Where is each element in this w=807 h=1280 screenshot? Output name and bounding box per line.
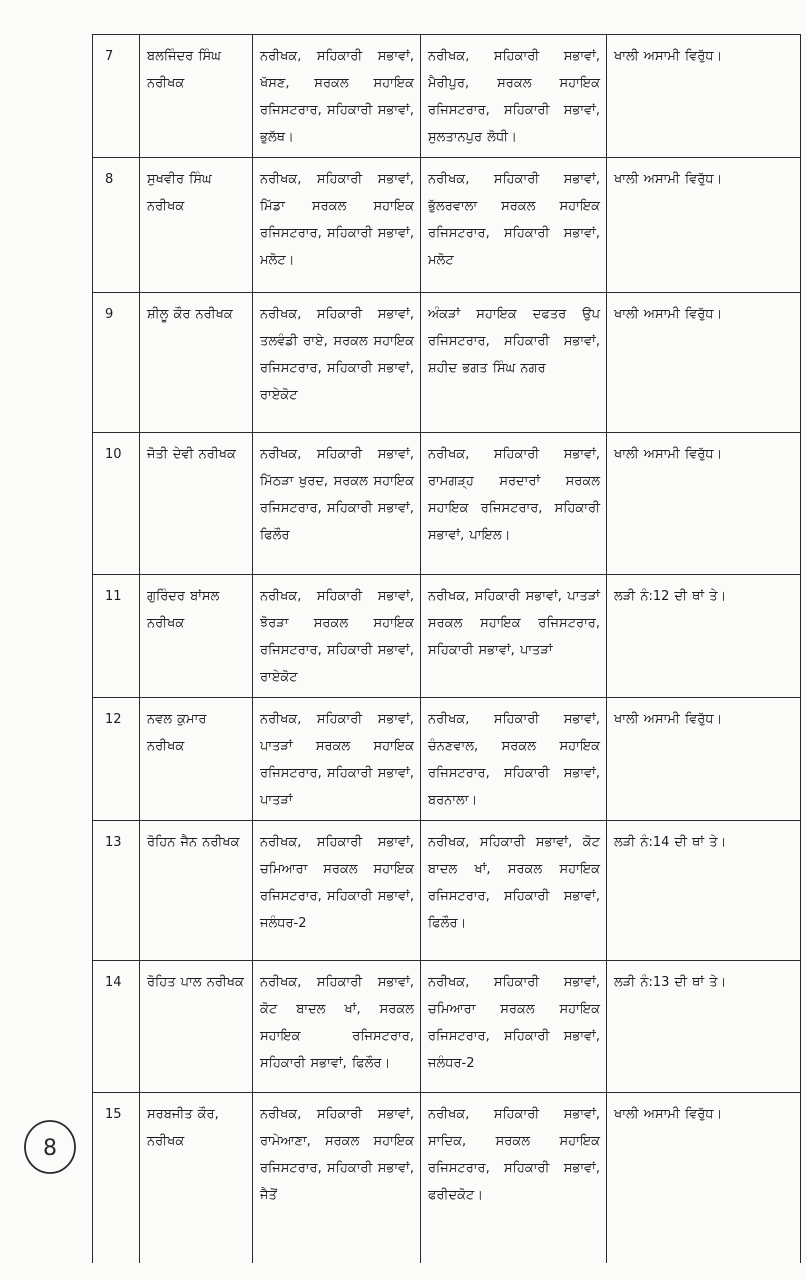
current-posting-cell: ਨਰੀਖਕ, ਸਹਿਕਾਰੀ ਸਭਾਵਾਂ, ਪਾਤੜਾਂ ਸਰਕਲ ਸਹਾਇਕ ਰਜਿਸਟਰਾਰ, ਸਹਿਕਾਰੀ ਸਭਾਵਾਂ, ਪਾਤੜਾਂ	[253, 698, 421, 821]
new-posting-cell: ਨਰੀਖਕ, ਸਹਿਕਾਰੀ ਸਭਾਵਾਂ, ਸਾਦਿਕ, ਸਰਕਲ ਸਹਾਇਕ ਰਜਿਸਟਰਾਰ, ਸਹਿਕਾਰੀ ਸਭਾਵਾਂ, ਫਰੀਦਕੋਟ।	[421, 1093, 607, 1263]
table-row	[93, 698, 801, 821]
new-posting-cell: ਨਰੀਖਕ, ਸਹਿਕਾਰੀ ਸਭਾਵਾਂ, ਰਾਮਗੜ੍ਹ ਸਰਦਾਰਾਂ ਸਰਕਲ ਸਹਾਇਕ ਰਜਿਸਟਰਾਰ, ਸਹਿਕਾਰੀ ਸਭਾਵਾਂ, ਪਾਇਲ।	[421, 433, 607, 575]
serial-number-cell: 14	[93, 961, 140, 1093]
current-posting-cell: ਨਰੀਖਕ, ਸਹਿਕਾਰੀ ਸਭਾਵਾਂ, ਮਿੱਠੜਾ ਖੁਰਦ, ਸਰਕਲ ਸਹਾਇਕ ਰਜਿਸਟਰਾਰ, ਸਹਿਕਾਰੀ ਸਭਾਵਾਂ, ਫਿਲੌਰ	[253, 433, 421, 575]
current-posting-cell: ਨਰੀਖਕ, ਸਹਿਕਾਰੀ ਸਭਾਵਾਂ, ਰਾਮੇਆਣਾ, ਸਰਕਲ ਸਹਾਇਕ ਰਜਿਸਟਰਾਰ, ਸਹਿਕਾਰੀ ਸਭਾਵਾਂ, ਜੈਤੋਂ	[253, 1093, 421, 1263]
page-number-mark	[22, 1118, 78, 1176]
employee-name-cell: ਰੋਹਿਤ ਪਾਲ ਨਰੀਖਕ	[140, 961, 253, 1093]
employee-name-cell: ਸ਼ੀਲੂ ਕੌਰ ਨਰੀਖਕ	[140, 293, 253, 433]
table-row	[93, 1093, 801, 1263]
employee-name-cell: ਬਲਜਿੰਦਰ ਸਿੰਘ ਨਰੀਖਕ	[140, 35, 253, 158]
serial-number-cell: 7	[93, 35, 140, 158]
current-posting-cell: ਨਰੀਖਕ, ਸਹਿਕਾਰੀ ਸਭਾਵਾਂ, ਝੋਰੜਾ ਸਰਕਲ ਸਹਾਇਕ ਰਜਿਸਟਰਾਰ, ਸਹਿਕਾਰੀ ਸਭਾਵਾਂ, ਰਾਏਕੋਟ	[253, 575, 421, 698]
employee-name-cell: ਜੋਤੀ ਦੇਵੀ ਨਰੀਖਕ	[140, 433, 253, 575]
remarks-cell: ਖਾਲੀ ਅਸਾਮੀ ਵਿਰੁੱਧ।	[607, 293, 801, 433]
table-row	[93, 821, 801, 961]
serial-number-cell: 12	[93, 698, 140, 821]
new-posting-cell: ਨਰੀਖਕ, ਸਹਿਕਾਰੀ ਸਭਾਵਾਂ, ਮੈਰੀਪੁਰ, ਸਰਕਲ ਸਹਾਇਕ ਰਜਿਸਟਰਾਰ, ਸਹਿਕਾਰੀ ਸਭਾਵਾਂ, ਸੁਲਤਾਨਪੁਰ ਲੋਧੀ।	[421, 35, 607, 158]
table-row	[93, 433, 801, 575]
new-posting-cell: ਨਰੀਖਕ, ਸਹਿਕਾਰੀ ਸਭਾਵਾਂ, ਭੁੱਲਰਵਾਲਾ ਸਰਕਲ ਸਹਾਇਕ ਰਜਿਸਟਰਾਰ, ਸਹਿਕਾਰੀ ਸਭਾਵਾਂ, ਮਲੋਟ	[421, 158, 607, 293]
remarks-cell: ਖਾਲੀ ਅਸਾਮੀ ਵਿਰੁੱਧ।	[607, 158, 801, 293]
page-number-text: 8	[43, 1136, 57, 1161]
serial-number-cell: 8	[93, 158, 140, 293]
table-row	[93, 35, 801, 158]
employee-name-cell: ਰੋਹਿਨ ਜੈਨ ਨਰੀਖਕ	[140, 821, 253, 961]
current-posting-cell: ਨਰੀਖਕ, ਸਹਿਕਾਰੀ ਸਭਾਵਾਂ, ਖੱਸਣ, ਸਰਕਲ ਸਹਾਇਕ ਰਜਿਸਟਰਾਰ, ਸਹਿਕਾਰੀ ਸਭਾਵਾਂ, ਭੁਲੱਥ।	[253, 35, 421, 158]
table-row	[93, 158, 801, 293]
serial-number-cell: 15	[93, 1093, 140, 1263]
current-posting-cell: ਨਰੀਖਕ, ਸਹਿਕਾਰੀ ਸਭਾਵਾਂ, ਚਮਿਆਰਾ ਸਰਕਲ ਸਹਾਇਕ ਰਜਿਸਟਰਾਰ, ਸਹਿਕਾਰੀ ਸਭਾਵਾਂ, ਜਲੰਧਰ-2	[253, 821, 421, 961]
remarks-cell: ਲੜੀ ਨੰ:13 ਦੀ ਥਾਂ ਤੇ।	[607, 961, 801, 1093]
current-posting-cell: ਨਰੀਖਕ, ਸਹਿਕਾਰੀ ਸਭਾਵਾਂ, ਮਿੱਡਾ ਸਰਕਲ ਸਹਾਇਕ ਰਜਿਸਟਰਾਰ, ਸਹਿਕਾਰੀ ਸਭਾਵਾਂ, ਮਲੋਟ।	[253, 158, 421, 293]
serial-number-cell: 10	[93, 433, 140, 575]
serial-number-cell: 11	[93, 575, 140, 698]
employee-name-cell: ਗੁਰਿੰਦਰ ਬਾਂਸਲ ਨਰੀਖਕ	[140, 575, 253, 698]
remarks-cell: ਲੜੀ ਨੰ:12 ਦੀ ਥਾਂ ਤੇ।	[607, 575, 801, 698]
new-posting-cell: ਨਰੀਖਕ, ਸਹਿਕਾਰੀ ਸਭਾਵਾਂ, ਪਾਤੜਾਂ ਸਰਕਲ ਸਹਾਇਕ ਰਜਿਸਟਰਾਰ, ਸਹਿਕਾਰੀ ਸਭਾਵਾਂ, ਪਾਤੜਾਂ	[421, 575, 607, 698]
remarks-cell: ਲੜੀ ਨੰ:14 ਦੀ ਥਾਂ ਤੇ।	[607, 821, 801, 961]
serial-number-cell: 13	[93, 821, 140, 961]
remarks-cell: ਖਾਲੀ ਅਸਾਮੀ ਵਿਰੁੱਧ।	[607, 35, 801, 158]
transfer-table	[92, 34, 801, 1263]
employee-name-cell: ਨਵਲ ਕੁਮਾਰ ਨਰੀਖਕ	[140, 698, 253, 821]
new-posting-cell: ਅੰਕੜਾਂ ਸਹਾਇਕ ਦਫਤਰ ਉਪ ਰਜਿਸਟਰਾਰ, ਸਹਿਕਾਰੀ ਸਭਾਵਾਂ, ਸ਼ਹੀਦ ਭਗਤ ਸਿੰਘ ਨਗਰ	[421, 293, 607, 433]
current-posting-cell: ਨਰੀਖਕ, ਸਹਿਕਾਰੀ ਸਭਾਵਾਂ, ਕੋਟ ਬਾਦਲ ਖਾਂ, ਸਰਕਲ ਸਹਾਇਕ ਰਜਿਸਟਰਾਰ, ਸਹਿਕਾਰੀ ਸਭਾਵਾਂ, ਫਿਲੌਰ।	[253, 961, 421, 1093]
table-row	[93, 961, 801, 1093]
employee-name-cell: ਸੁਖਵੀਰ ਸਿੰਘ ਨਰੀਖਕ	[140, 158, 253, 293]
serial-number-cell: 9	[93, 293, 140, 433]
new-posting-cell: ਨਰੀਖਕ, ਸਹਿਕਾਰੀ ਸਭਾਵਾਂ, ਚੰਨਣਵਾਲ, ਸਰਕਲ ਸਹਾਇਕ ਰਜਿਸਟਰਾਰ, ਸਹਿਕਾਰੀ ਸਭਾਵਾਂ, ਬਰਨਾਲਾ।	[421, 698, 607, 821]
new-posting-cell: ਨਰੀਖਕ, ਸਹਿਕਾਰੀ ਸਭਾਵਾਂ, ਕੋਟ ਬਾਦਲ ਖਾਂ, ਸਰਕਲ ਸਹਾਇਕ ਰਜਿਸਟਰਾਰ, ਸਹਿਕਾਰੀ ਸਭਾਵਾਂ, ਫਿਲੌਰ।	[421, 821, 607, 961]
employee-name-cell: ਸਰਬਜੀਤ ਕੌਰ, ਨਰੀਖਕ	[140, 1093, 253, 1263]
remarks-cell: ਖਾਲੀ ਅਸਾਮੀ ਵਿਰੁੱਧ।	[607, 433, 801, 575]
new-posting-cell: ਨਰੀਖਕ, ਸਹਿਕਾਰੀ ਸਭਾਵਾਂ, ਚਮਿਆਰਾ ਸਰਕਲ ਸਹਾਇਕ ਰਜਿਸਟਰਾਰ, ਸਹਿਕਾਰੀ ਸਭਾਵਾਂ, ਜਲੰਧਰ-2	[421, 961, 607, 1093]
table-row	[93, 293, 801, 433]
current-posting-cell: ਨਰੀਖਕ, ਸਹਿਕਾਰੀ ਸਭਾਵਾਂ, ਤਲਵੰਡੀ ਰਾਏ, ਸਰਕਲ ਸਹਾਇਕ ਰਜਿਸਟਰਾਰ, ਸਹਿਕਾਰੀ ਸਭਾਵਾਂ, ਰਾਏਕੋਟ	[253, 293, 421, 433]
remarks-cell: ਖਾਲੀ ਅਸਾਮੀ ਵਿਰੁੱਧ।	[607, 698, 801, 821]
remarks-cell: ਖਾਲੀ ਅਸਾਮੀ ਵਿਰੁੱਧ।	[607, 1093, 801, 1263]
table-row	[93, 575, 801, 698]
